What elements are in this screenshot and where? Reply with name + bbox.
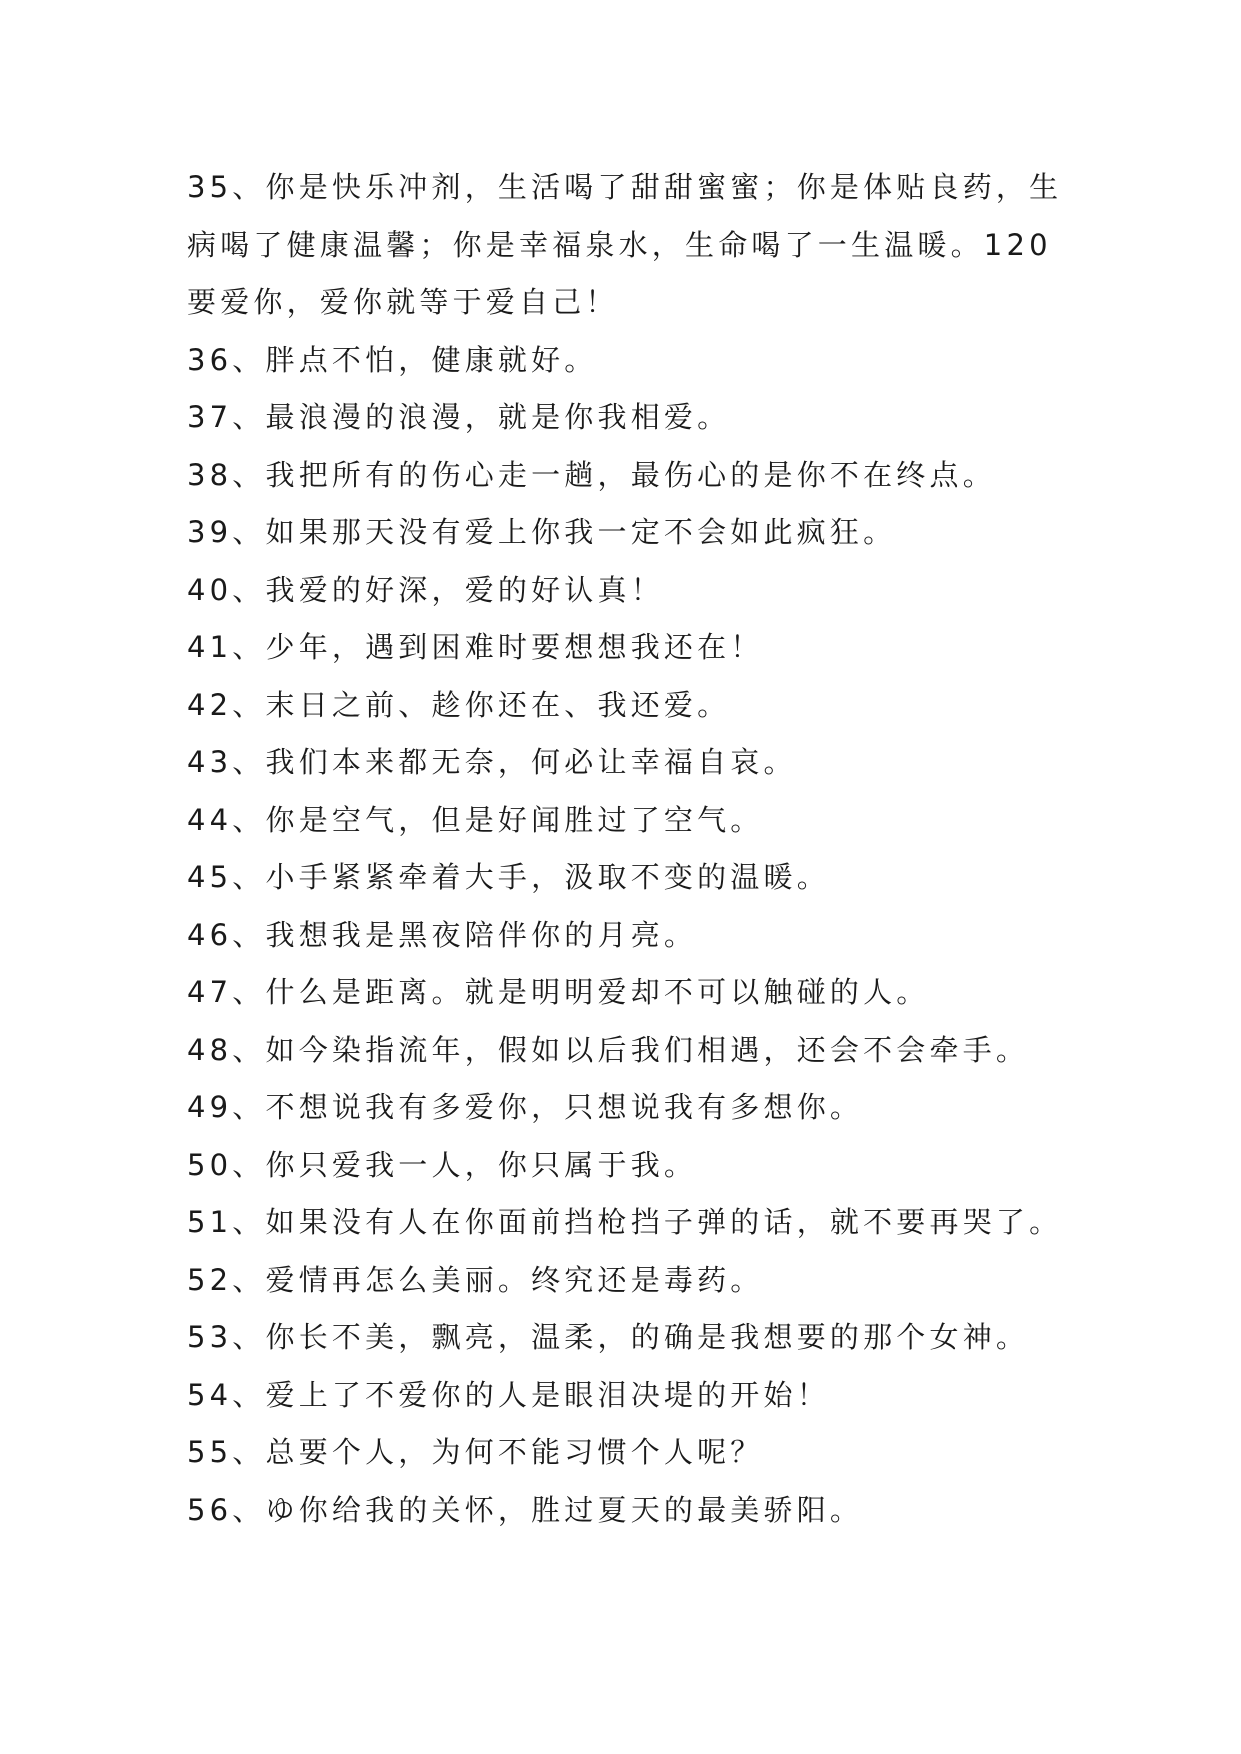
text-line: 41、少年，遇到困难时要想想我还在！ [187, 630, 764, 664]
text-line: 51、如果没有人在你面前挡枪挡子弹的话，就不要再哭了。 [187, 1205, 1063, 1239]
text-line: 56、ゆ你给我的关怀，胜过夏天的最美骄阳。 [187, 1492, 864, 1527]
list-item [187, 332, 1067, 390]
list-item [187, 504, 1067, 562]
text-line: 40、我爱的好深，爱的好认真！ [187, 572, 664, 607]
list-item [187, 1194, 1067, 1252]
list-item [187, 1367, 1067, 1425]
list-item [187, 907, 1067, 965]
text-line: 35、你是快乐冲剂，生活喝了甜甜蜜蜜；你是体贴良药，生 [187, 170, 1063, 204]
list-item [187, 964, 1067, 1022]
text-line: 50、你只爱我一人，你只属于我。 [187, 1147, 698, 1182]
list-item [187, 1079, 1067, 1137]
text-line: 54、爱上了不爱你的人是眼泪决堤的开始！ [187, 1377, 830, 1412]
text-line: 45、小手紧紧牵着大手，汲取不变的温暖。 [187, 860, 830, 894]
list-item [187, 1022, 1067, 1080]
list-item [187, 849, 1067, 907]
list-item [187, 1309, 1067, 1367]
text-line: 53、你长不美，飘亮，温柔，的确是我想要的那个女神。 [187, 1320, 1030, 1354]
text-line: 43、我们本来都无奈，何必让幸福自哀。 [187, 745, 797, 779]
text-line: 52、爱情再怎么美丽。终究还是毒药。 [187, 1262, 764, 1297]
text-line: 44、你是空气，但是好闻胜过了空气。 [187, 802, 764, 837]
list-item [187, 447, 1067, 505]
text-line: 47、什么是距离。就是明明爱却不可以触碰的人。 [187, 975, 930, 1009]
text-line: 37、最浪漫的浪漫，就是你我相爱。 [187, 400, 731, 434]
text-line: 38、我把所有的伤心走一趟，最伤心的是你不在终点。 [187, 457, 996, 492]
list-item [187, 562, 1067, 620]
list-item [187, 734, 1067, 792]
text-line: 49、不想说我有多爱你，只想说我有多想你。 [187, 1090, 864, 1124]
list-item [187, 677, 1067, 735]
list-item [187, 792, 1067, 850]
list-item [187, 159, 1067, 332]
text-line: 48、如今染指流年，假如以后我们相遇，还会不会牵手。 [187, 1032, 1030, 1067]
text-line: 42、末日之前、趁你还在、我还爱。 [187, 687, 731, 722]
text-line: 36、胖点不怕，健康就好。 [187, 342, 598, 377]
document-body [187, 159, 1067, 1539]
list-item [187, 1424, 1067, 1482]
list-item [187, 619, 1067, 677]
list-item [187, 389, 1067, 447]
list-item [187, 1252, 1067, 1310]
text-line: 46、我想我是黑夜陪伴你的月亮。 [187, 917, 698, 952]
text-line: 要爱你，爱你就等于爱自己！ [187, 285, 619, 319]
text-line: 55、总要个人，为何不能习惯个人呢？ [187, 1435, 764, 1469]
list-item [187, 1137, 1067, 1195]
list-item [187, 1482, 1067, 1540]
text-line: 39、如果那天没有爱上你我一定不会如此疯狂。 [187, 515, 897, 549]
text-line: 病喝了健康温馨；你是幸福泉水，生命喝了一生温暖。120 [187, 227, 1052, 262]
